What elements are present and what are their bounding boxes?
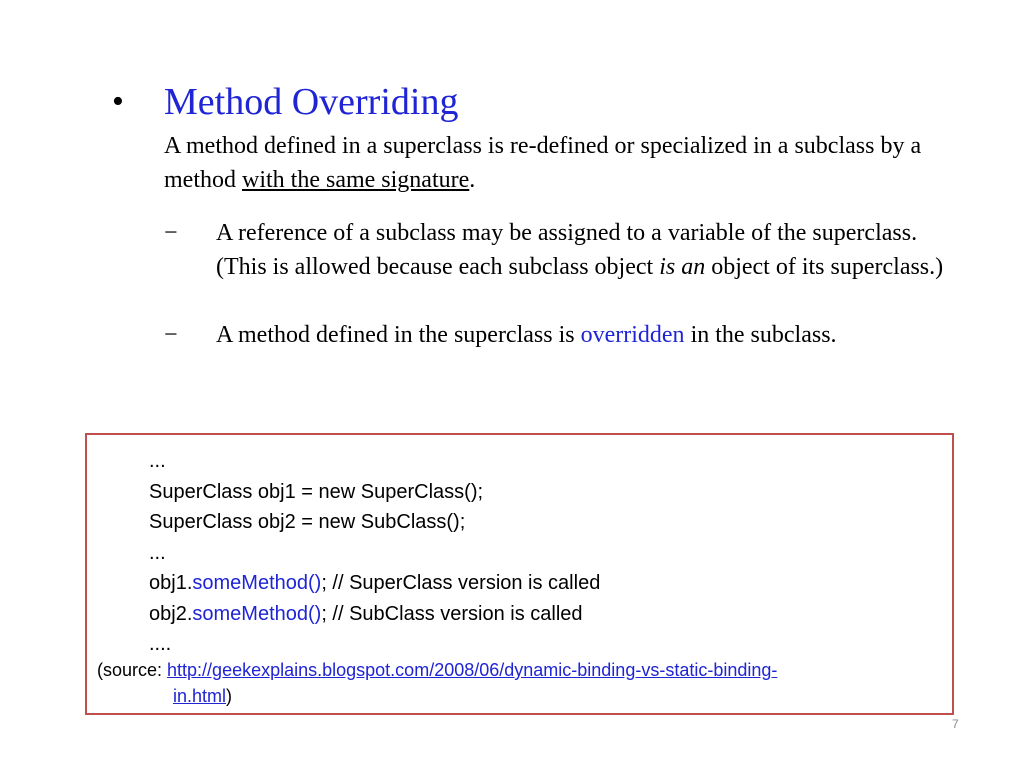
source-line-1	[97, 657, 937, 683]
code-line-2: SuperClass obj1 = new SuperClass();	[149, 480, 484, 503]
code-line-5-method: someMethod()	[192, 572, 322, 594]
sub-point-2-text-a: A method defined in the superclass is	[216, 322, 581, 348]
source-link-part-1[interactable]: http://geekexplains.blogspot.com/2008/06/dynamic-binding-vs-static-binding-	[167, 660, 778, 680]
sub-bullet-dash-2: −	[164, 322, 178, 348]
source-suffix: )	[226, 686, 233, 706]
page-number: 7	[952, 717, 959, 731]
source-prefix: (source:	[97, 660, 168, 680]
sub-point-1-text-b: object of its superclass.)	[705, 254, 944, 280]
sub-bullet-dash-1: −	[164, 220, 178, 246]
definition-text	[164, 129, 944, 197]
source-line-2	[97, 683, 937, 709]
sub-point-1	[216, 216, 946, 284]
code-line-6-prefix: obj2.	[149, 602, 193, 625]
sub-point-2	[216, 318, 946, 352]
definition-text-start: A method defined in a superclass is re-defined or specialized in a subclass by a method	[164, 133, 922, 193]
code-line-3: SuperClass obj2 = new SubClass();	[149, 511, 466, 533]
sub-point-1-italic: is an	[659, 254, 706, 280]
definition-text-end: .	[469, 167, 476, 193]
code-line-6	[149, 599, 600, 630]
code-line-5	[149, 568, 600, 599]
sub-point-1-text-a: A reference of a subclass may be assigned to a variable of the superclass. (This is allowed because each subclass object	[216, 220, 918, 280]
code-line-4: ...	[149, 541, 166, 564]
code-line-7: ....	[149, 633, 172, 655]
code-line-5-prefix: obj1.	[149, 572, 193, 594]
sub-point-2-highlight: overridden	[580, 322, 685, 348]
code-example-box	[85, 433, 954, 715]
code-line-1: ...	[149, 450, 166, 472]
code-line-6-comment: ; // SubClass version is called	[321, 602, 583, 625]
source-citation	[97, 657, 937, 709]
title-bullet: •	[112, 83, 124, 120]
code-line-5-comment: ; // SuperClass version is called	[321, 572, 601, 594]
source-link-part-2[interactable]: in.html	[173, 686, 227, 706]
sub-point-2-text-b: in the subclass.	[684, 322, 837, 348]
code-block	[149, 446, 600, 660]
slide-title: Method Overriding	[164, 81, 459, 123]
code-line-6-method: someMethod()	[192, 602, 322, 625]
definition-underlined: with the same signature	[242, 167, 470, 193]
